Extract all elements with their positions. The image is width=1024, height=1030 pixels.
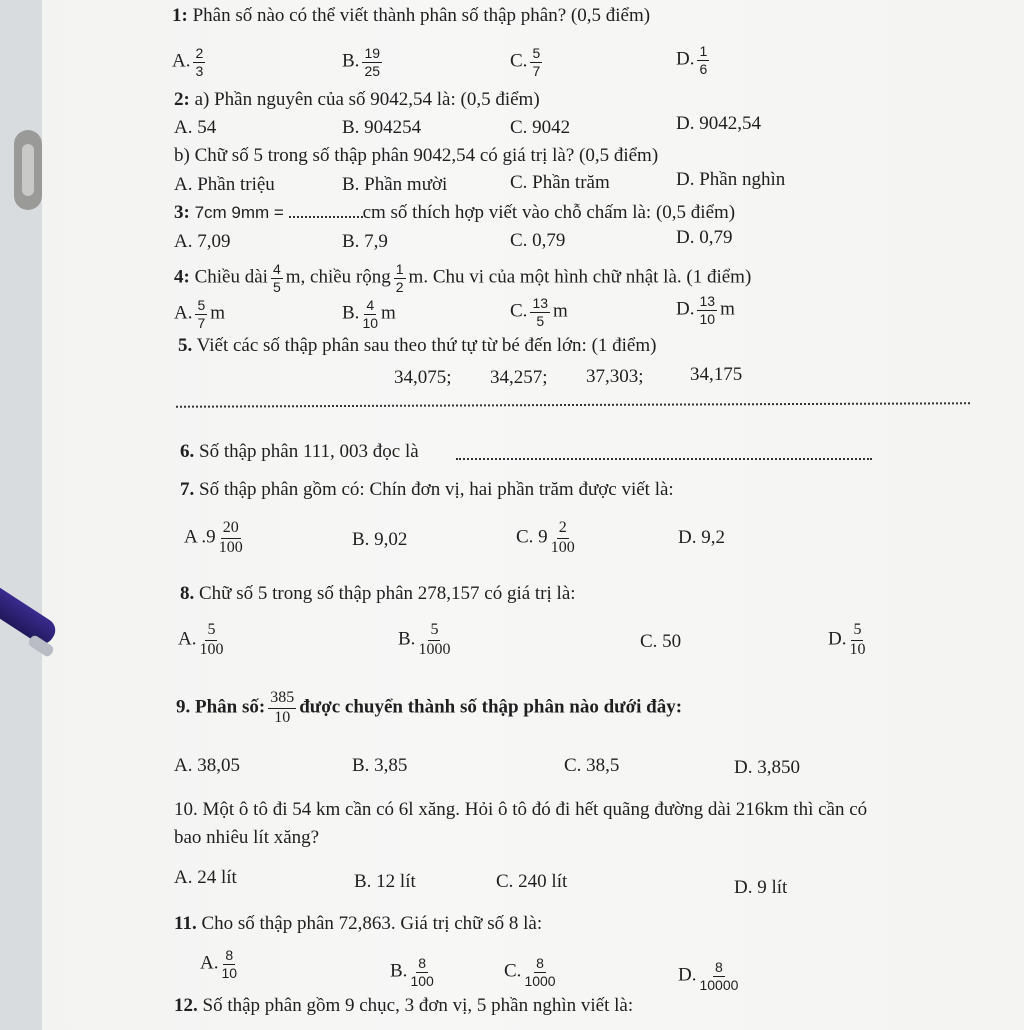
question-7 [180,480,674,501]
q3-option-a: A. 7,09 [174,231,231,252]
q4-length-fraction: $\frac{4}{5}$ [272,261,281,295]
q2-option-d: D. 9042,54 [676,113,761,134]
q4-option-b: B. $\frac{4}{10}$ m [342,297,396,331]
q2b-option-a: A. Phần triệu [174,174,275,195]
question-2 [174,90,540,111]
q1-option-d: D. $\frac{1}{6}$ [676,43,708,77]
question-5 [178,336,656,357]
question-12 [174,996,633,1017]
q4-option-d: D. $\frac{13}{10}$ m [676,293,735,327]
q7-option-b: B. 9,02 [352,529,408,550]
question-3-lead: 7cm 9mm = [194,203,289,222]
q10-option-a: A. 24 lít [174,867,237,888]
q9-fraction: $\frac{385}{10}$ [270,689,295,726]
question-2-number: 2: [174,89,190,110]
q9-option-d: D. 3,850 [734,757,800,778]
question-4-text-part3: m. Chu vi của một hình chữ nhật là. (1 điểm) [408,266,752,288]
question-12-text: Số thập phân gồm 9 chục, 3 đơn vị, 5 phần nghìn viết là: [202,995,634,1016]
question-7-text: Số thập phân gồm có: Chín đơn vị, hai phần trăm được viết là: [199,479,674,500]
question-7-number: 7. [180,479,195,500]
q8-option-d: D. $\frac{5}{10}$ [828,621,866,658]
question-5-number: 5. [178,335,193,356]
q10-option-b: B. 12 lít [354,871,416,892]
question-5-text: Viết các số thập phân sau theo thứ tự từ bé đến lớn: (1 điểm) [196,335,657,356]
q8-option-c: C. 50 [640,631,682,652]
question-6-number: 6. [180,441,195,462]
question-9-text: được chuyển thành số thập phân nào dưới đây: [299,696,683,718]
q1-option-a: A. $\frac{2}{3}$ [172,45,204,79]
question-3-text: cm số thích hợp viết vào chỗ chấm là: (0,5 điểm) [362,202,736,223]
question-1 [172,6,650,27]
q10-option-d: D. 9 lít [734,877,788,898]
q9-option-b: B. 3,85 [352,755,408,776]
question-11-number: 11. [174,913,197,934]
binder-clip [14,130,42,210]
question-10-line-2: bao nhiêu lít xăng? [174,827,320,848]
question-1-text: Phân số nào có thể viết thành phân số thập phân? (0,5 điểm) [192,5,651,26]
question-4-text-part2: m, chiều rộng [285,266,391,288]
q2b-option-d: D. Phần nghìn [676,169,786,190]
q7-option-c: C. 9 $\frac{2}{100}$ [516,519,575,556]
q5-value-4: 34,175 [690,364,743,385]
q7-option-d: D. 9,2 [678,527,725,548]
question-4 [174,262,751,294]
q8-option-a: A. $\frac{5}{100}$ [178,621,224,658]
q11-option-a: A. $\frac{8}{10}$ [200,947,238,981]
question-11 [174,914,542,935]
q1-option-b: B. $\frac{19}{25}$ [342,45,381,79]
question-9-number: 9. Phân số: [176,696,266,718]
q5-value-3: 37,303; [586,366,644,387]
question-8 [180,584,576,605]
question-10-line-1: 10. Một ô tô đi 54 km cần có 6l xăng. Hỏi ô tô đó đi hết quãng đường dài 216km thì cần có [174,799,868,820]
q11-option-b: B. $\frac{8}{100}$ [390,955,434,989]
q4-width-fraction: $\frac{1}{2}$ [395,261,404,295]
q6-answer-line [456,458,872,460]
q4-option-c: C. $\frac{13}{5}$ m [510,295,568,329]
question-6-text: Số thập phân 111, 003 đọc là [199,441,419,462]
question-3 [174,203,735,224]
q2b-option-b: B. Phần mười [342,174,448,195]
q5-value-1: 34,075; [394,367,452,388]
q11-option-d: D. $\frac{8}{10000}$ [678,959,739,993]
q8-option-b: B. $\frac{5}{1000}$ [398,621,451,658]
question-9 [176,690,682,727]
question-2b-text: b) Chữ số 5 trong số thập phân 9042,54 có giá trị là? (0,5 điểm) [174,145,659,166]
q5-value-2: 34,257; [490,367,548,388]
q2-option-a: A. 54 [174,117,217,138]
q9-option-a: A. 38,05 [174,755,240,776]
question-3-blank [289,216,363,218]
q4-option-a: A. $\frac{5}{7}$ m [174,297,226,331]
question-4-number: 4: [174,266,190,288]
question-8-text: Chữ số 5 trong số thập phân 278,157 có giá trị là: [199,583,576,604]
q7-option-a: A .9 $\frac{20}{100}$ [184,519,243,556]
q9-option-c: C. 38,5 [564,755,620,776]
q3-option-c: C. 0,79 [510,230,566,251]
q2-option-c: C. 9042 [510,117,571,138]
q3-option-b: B. 7,9 [342,231,388,252]
q11-option-c: C. $\frac{8}{1000}$ [504,955,556,989]
question-1-number: 1: [172,5,188,26]
question-3-number: 3: [174,202,190,223]
q1-option-c: C. $\frac{5}{7}$ [510,45,541,79]
question-2-text: a) Phần nguyên của số 9042,54 là: (0,5 điểm) [194,89,540,110]
question-8-number: 8. [180,583,195,604]
q10-option-c: C. 240 lít [496,871,568,892]
question-4-text-part1: Chiều dài [194,266,268,288]
q2-option-b: B. 904254 [342,117,422,138]
question-11-text: Cho số thập phân 72,863. Giá trị chữ số 8 là: [201,913,543,934]
question-12-number: 12. [174,995,198,1016]
q2b-option-c: C. Phần trăm [510,172,610,193]
q3-option-d: D. 0,79 [676,227,733,248]
question-6 [180,442,419,463]
